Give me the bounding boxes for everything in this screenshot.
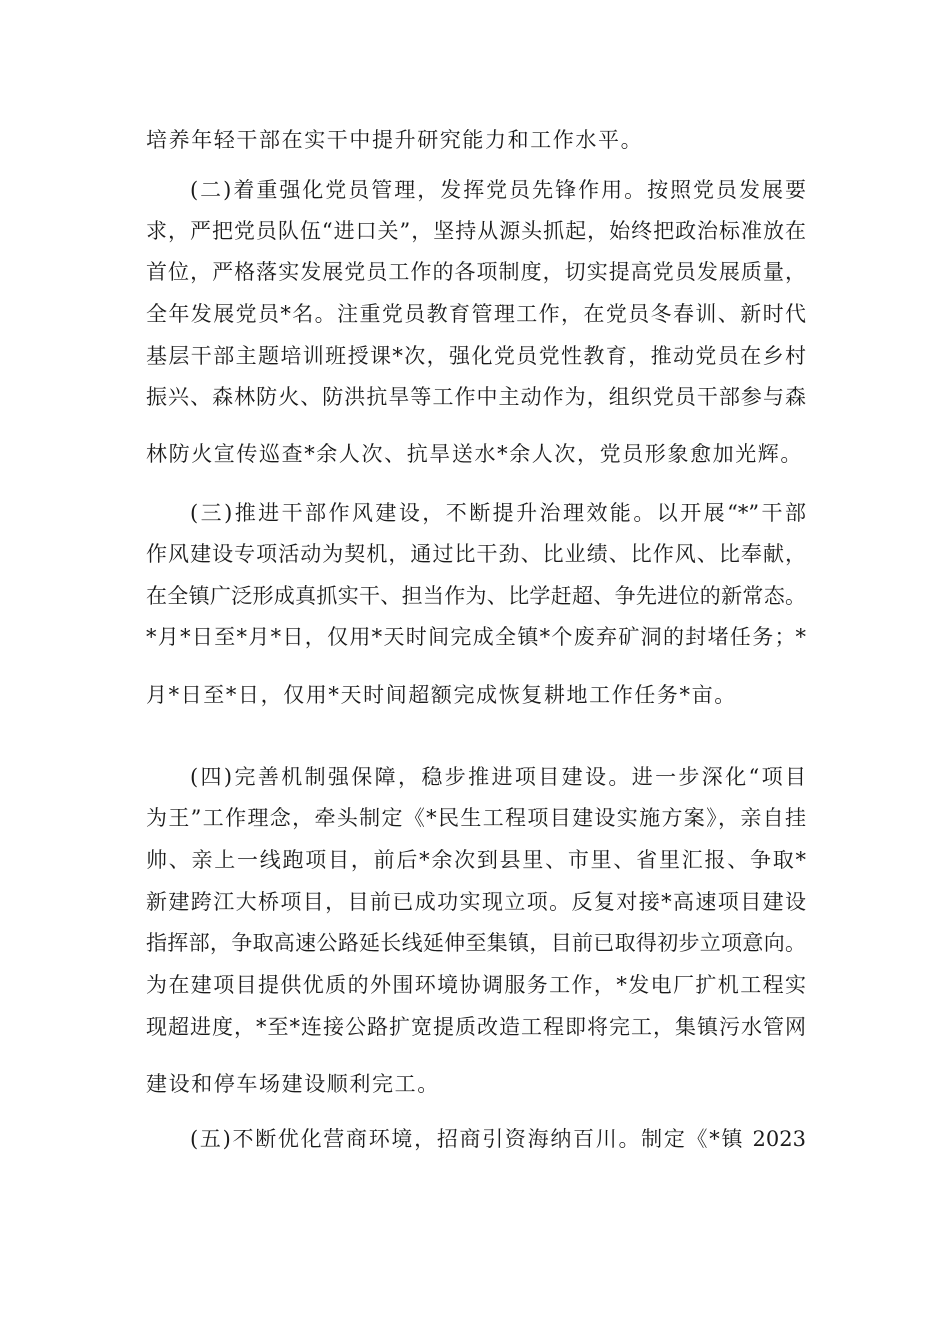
paragraph-line: 全年发展党员*名。注重党员教育管理工作，在党员冬春训、新时代 bbox=[146, 302, 806, 326]
paragraph-line: 基层干部主题培训班授课*次，强化党员党性教育，推动党员在乡村 bbox=[146, 344, 806, 368]
paragraph-line: 指挥部，争取高速公路延长线延伸至集镇，目前已取得初步立项意向。 bbox=[146, 931, 806, 955]
paragraph-line: (五)不断优化营商环境，招商引资海纳百川。制定《*镇 2023 bbox=[190, 1127, 806, 1151]
paragraph-line: 建设和停车场建设顺利完工。 bbox=[146, 1072, 440, 1096]
paragraph-line: *月*日至*月*日，仅用*天时间完成全镇*个废弃矿洞的封堵任务；* bbox=[146, 625, 806, 649]
paragraph-line: 帅、亲上一线跑项目，前后*余次到县里、市里、省里汇报、争取* bbox=[146, 848, 806, 872]
paragraph-line: 林防火宣传巡查*余人次、抗旱送水*余人次，党员形象愈加光辉。 bbox=[146, 442, 803, 466]
paragraph-line: 为王”工作理念，牵头制定《*民生工程项目建设实施方案》，亲自挂 bbox=[146, 806, 806, 830]
paragraph-line: (三)推进干部作风建设，不断提升治理效能。以开展“*”干部 bbox=[190, 501, 806, 525]
paragraph-line: 首位，严格落实发展党员工作的各项制度，切实提高党员发展质量， bbox=[146, 260, 806, 284]
paragraph-line: 为在建项目提供优质的外围环境协调服务工作，*发电厂扩机工程实 bbox=[146, 973, 806, 997]
paragraph-line: 在全镇广泛形成真抓实干、担当作为、比学赶超、争先进位的新常态。 bbox=[146, 584, 806, 608]
paragraph-line: 月*日至*日，仅用*天时间超额完成恢复耕地工作任务*亩。 bbox=[146, 683, 737, 707]
paragraph-line: 现超进度，*至*连接公路扩宽提质改造工程即将完工，集镇污水管网 bbox=[146, 1015, 806, 1039]
paragraph-line: 作风建设专项活动为契机，通过比干劲、比业绩、比作风、比奉献， bbox=[146, 542, 806, 566]
paragraph-line: 振兴、森林防火、防洪抗旱等工作中主动作为，组织党员干部参与森 bbox=[146, 385, 806, 409]
paragraph-line: (二)着重强化党员管理，发挥党员先锋作用。按照党员发展要 bbox=[190, 178, 806, 202]
paragraph-line: (四)完善机制强保障，稳步推进项目建设。进一步深化“项目 bbox=[190, 765, 806, 789]
paragraph-line: 新建跨江大桥项目，目前已成功实现立项。反复对接*高速项目建设 bbox=[146, 890, 806, 914]
paragraph-line: 求，严把党员队伍“进口关”，坚持从源头抓起，始终把政治标准放在 bbox=[146, 219, 806, 243]
paragraph-line: 培养年轻干部在实干中提升研究能力和工作水平。 bbox=[146, 128, 644, 152]
